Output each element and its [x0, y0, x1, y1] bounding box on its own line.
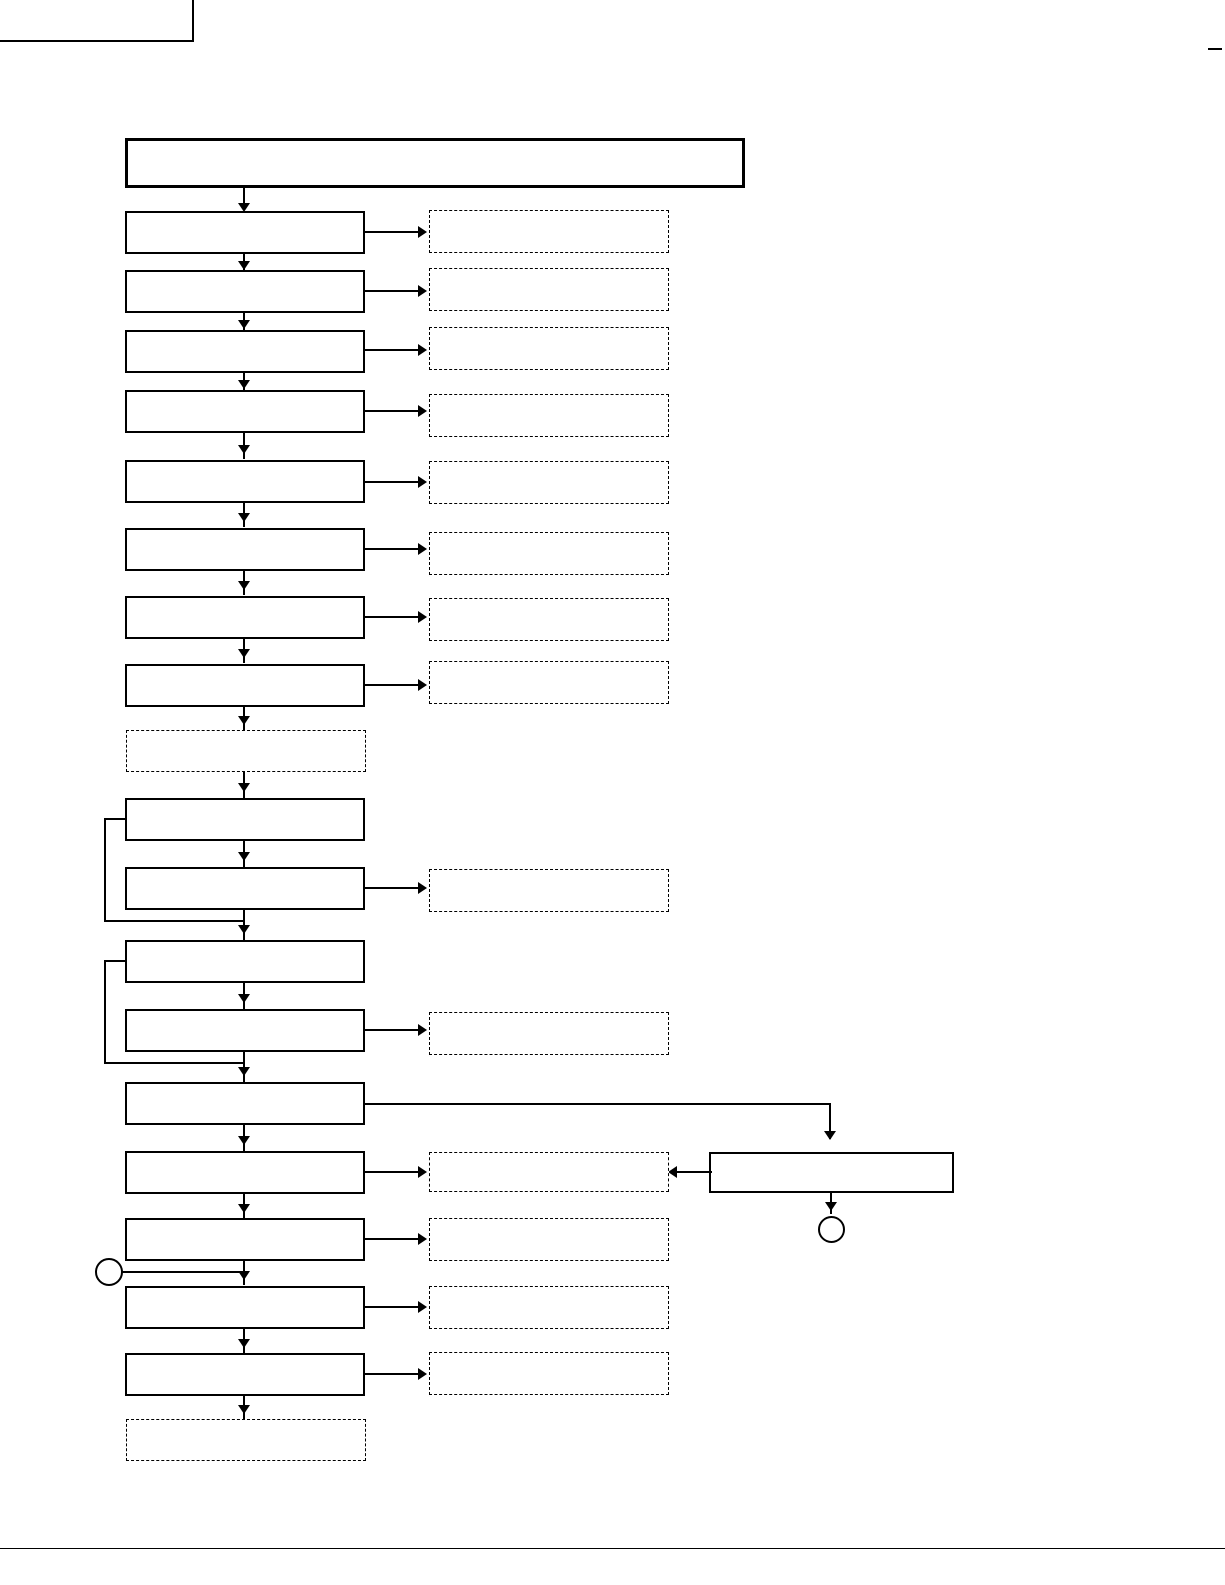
side-branch-box: [709, 1152, 954, 1193]
lower-step-box-3: [125, 1286, 365, 1329]
arrowhead-note-8: [418, 679, 427, 691]
arrowhead-note-7: [418, 611, 427, 623]
loop-b-top-box: [125, 940, 365, 983]
lower-step-box-2: [125, 1218, 365, 1261]
step-box-5: [125, 460, 365, 503]
note-box-6: [429, 532, 669, 575]
loop-a-return-bottom-horizontal: [104, 920, 244, 922]
arrowhead-loop-a-note: [418, 882, 427, 894]
branch-horizontal-connector: [365, 1103, 831, 1105]
arrowhead-dashed-step: [238, 716, 250, 725]
connector-step-1-to-note-1: [365, 231, 423, 233]
connector-lower-4-to-note: [365, 1373, 423, 1375]
arrowhead-lower-note-2: [418, 1233, 427, 1245]
final-dashed-box: [126, 1419, 366, 1461]
loop-a-note-box: [429, 869, 669, 912]
loop-b-note-box: [429, 1012, 669, 1055]
loop-b-return-vertical: [104, 960, 106, 1064]
arrowhead-step-4: [238, 380, 250, 389]
step-box-3: [125, 330, 365, 373]
connector-step-5-to-note-5: [365, 481, 423, 483]
arrowhead-note-1: [418, 226, 427, 238]
arrowhead-lower-note-1: [418, 1166, 427, 1178]
step-box-6: [125, 528, 365, 571]
arrowhead-lower-note-3: [418, 1301, 427, 1313]
dashed-step-box: [126, 730, 366, 772]
arrowhead-side-branch-to-note: [668, 1166, 677, 1178]
page-edge-rule-bottom: [0, 1548, 1225, 1549]
arrowhead-lower-note-4: [418, 1368, 427, 1380]
note-box-4: [429, 394, 669, 437]
arrowhead-step-5: [238, 445, 250, 454]
entry-connector-circle: [95, 1258, 123, 1286]
note-box-1: [429, 210, 669, 253]
lower-note-box-3: [429, 1286, 669, 1329]
step-box-2: [125, 270, 365, 313]
connector-loop-a-bottom-to-note: [365, 887, 423, 889]
note-box-7: [429, 598, 669, 641]
connector-step-2-to-note-2: [365, 290, 423, 292]
loop-a-return-vertical: [104, 818, 106, 922]
lower-step-box-4: [125, 1353, 365, 1396]
loop-b-return-top-horizontal: [104, 960, 127, 962]
arrowhead-loop-b-note: [418, 1024, 427, 1036]
arrowhead-note-5: [418, 476, 427, 488]
arrowhead-note-2: [418, 285, 427, 297]
note-box-8: [429, 661, 669, 704]
connector-lower-2-to-note: [365, 1238, 423, 1240]
arrowhead-note-6: [418, 543, 427, 555]
lower-note-box-1: [429, 1152, 669, 1192]
side-branch-terminator-circle: [818, 1216, 845, 1243]
flow-header-box: [125, 138, 745, 188]
page-edge-tick-right: [1208, 48, 1222, 50]
connector-step-7-to-note-7: [365, 616, 423, 618]
arrowhead-step-8: [238, 649, 250, 658]
step-box-1: [125, 211, 365, 254]
step-box-4: [125, 390, 365, 433]
connector-loop-b-bottom-to-note: [365, 1029, 423, 1031]
arrowhead-lower-2: [238, 1204, 250, 1213]
arrowhead-loop-b-top: [238, 925, 250, 934]
connector-step-3-to-note-3: [365, 349, 423, 351]
connector-lower-1-to-note: [365, 1171, 423, 1173]
note-box-5: [429, 461, 669, 504]
loop-b-return-bottom-horizontal: [104, 1062, 244, 1064]
note-box-3: [429, 327, 669, 370]
connector-step-8-to-note-8: [365, 684, 423, 686]
connector-step-4-to-note-4: [365, 410, 423, 412]
arrowhead-note-3: [418, 344, 427, 356]
side-branch-to-note-connector: [676, 1171, 712, 1173]
step-box-8: [125, 664, 365, 707]
entry-connector-horizontal: [122, 1271, 246, 1273]
arrowhead-step-2: [238, 261, 250, 270]
arrowhead-lower-4: [238, 1339, 250, 1348]
step-box-7: [125, 596, 365, 639]
arrowhead-lower-1: [238, 1136, 250, 1145]
arrowhead-lower-3: [238, 1271, 250, 1280]
arrowhead-step-6: [238, 513, 250, 522]
corner-register-box: [0, 0, 194, 42]
loop-a-return-top-horizontal: [104, 818, 127, 820]
loop-a-bottom-box: [125, 867, 365, 910]
arrowhead-loop-a-bottom: [238, 852, 250, 861]
arrowhead-branch-step: [238, 1067, 250, 1076]
lower-note-box-4: [429, 1352, 669, 1395]
lower-step-box-1: [125, 1151, 365, 1194]
connector-step-6-to-note-6: [365, 548, 423, 550]
arrowhead-side-branch-box: [824, 1131, 836, 1140]
arrowhead-loop-a-top: [238, 783, 250, 792]
loop-b-bottom-box: [125, 1009, 365, 1052]
arrowhead-step-3: [238, 320, 250, 329]
note-box-2: [429, 268, 669, 311]
lower-note-box-2: [429, 1218, 669, 1261]
arrowhead-side-branch-terminator: [825, 1202, 837, 1211]
arrowhead-loop-b-bottom: [238, 994, 250, 1003]
arrowhead-final-dashed: [238, 1405, 250, 1414]
loop-a-top-box: [125, 798, 365, 841]
arrowhead-step-7: [238, 581, 250, 590]
arrowhead-note-4: [418, 405, 427, 417]
branch-step-box: [125, 1082, 365, 1125]
connector-lower-3-to-note: [365, 1306, 423, 1308]
